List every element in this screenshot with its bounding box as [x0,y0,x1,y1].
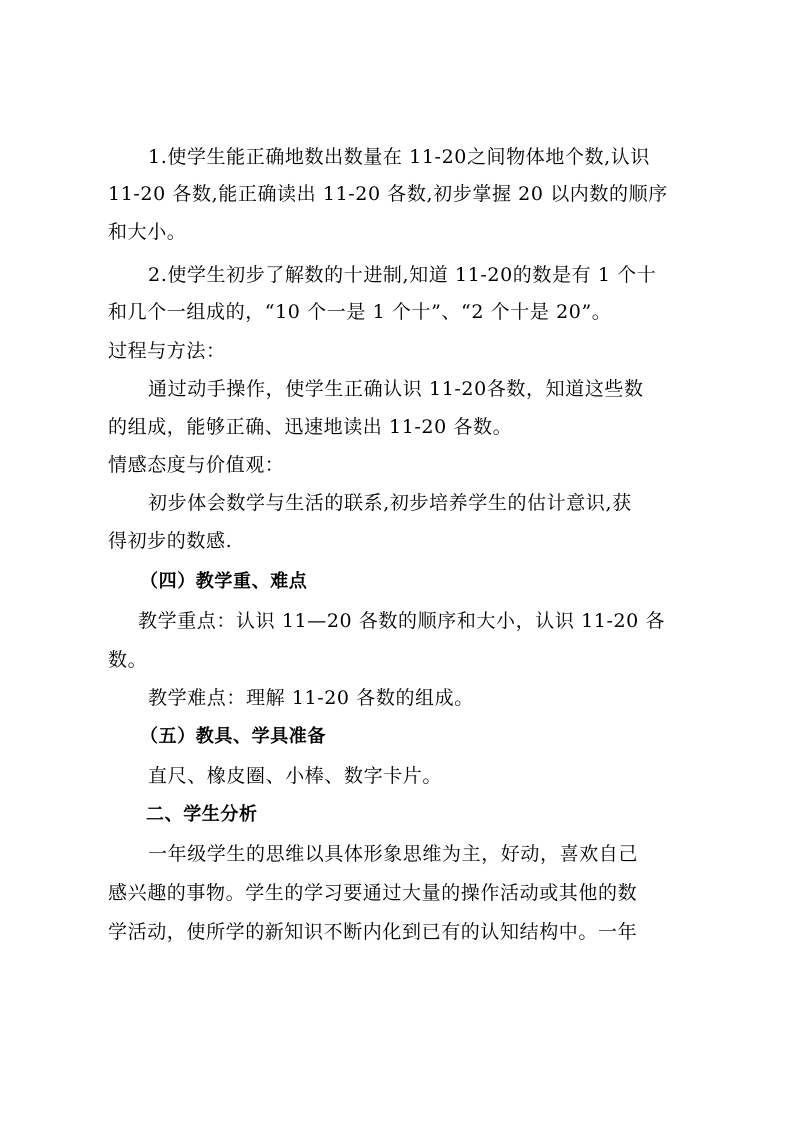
teaching-aids-line: 直尺、橡皮圈、小棒、数字卡片。 [148,765,443,787]
section-student-analysis-heading: 二、学生分析 [146,804,258,825]
section-4-heading: （四）教学重、难点 [140,571,308,592]
objective-2-line-1: 2.使学生初步了解数的十进制,知道 11-20的数是有 1 个十 [148,264,657,286]
process-method-heading: 过程与方法： [108,340,226,362]
teaching-difficulty-line: 教学难点：理解 11-20 各数的组成。 [148,687,474,709]
teaching-focus-line-1: 教学重点：认识 11—20 各数的顺序和大小，认识 11-20 各 [138,610,666,632]
objective-1-line-2: 11-20 各数,能正确读出 11-20 各数,初步掌握 20 以内数的顺序 [108,183,668,205]
process-method-line-1: 通过动手操作，使学生正确认识 11-20各数，知道这些数 [148,378,644,400]
section-5-heading: （五）教具、学具准备 [140,726,326,747]
objective-1-line-3: 和大小。 [108,221,187,243]
student-analysis-line-2: 感兴趣的事物。学生的学习要通过大量的操作活动或其他的数 [108,882,638,904]
student-analysis-line-3: 学活动，使所学的新知识不断内化到已有的认知结构中。一年 [108,921,638,943]
attitude-values-heading: 情感态度与价值观： [108,454,285,476]
student-analysis-line-1: 一年级学生的思维以具体形象思维为主，好动，喜欢自己 [148,843,639,865]
objective-2-line-2: 和几个一组成的，“10 个一是 1 个十”、“2 个十是 20”。 [108,301,612,323]
attitude-values-line-2: 得初步的数感. [108,530,233,552]
process-method-line-2: 的组成，能够正确、迅速地读出 11-20 各数。 [108,416,513,438]
objective-1-line-1: 1.使学生能正确地数出数量在 11-20之间物体地个数,认识 [148,146,650,168]
teaching-focus-line-2: 数。 [108,649,148,671]
attitude-values-line-1: 初步体会数学与生活的联系,初步培养学生的估计意识,获 [148,492,632,514]
